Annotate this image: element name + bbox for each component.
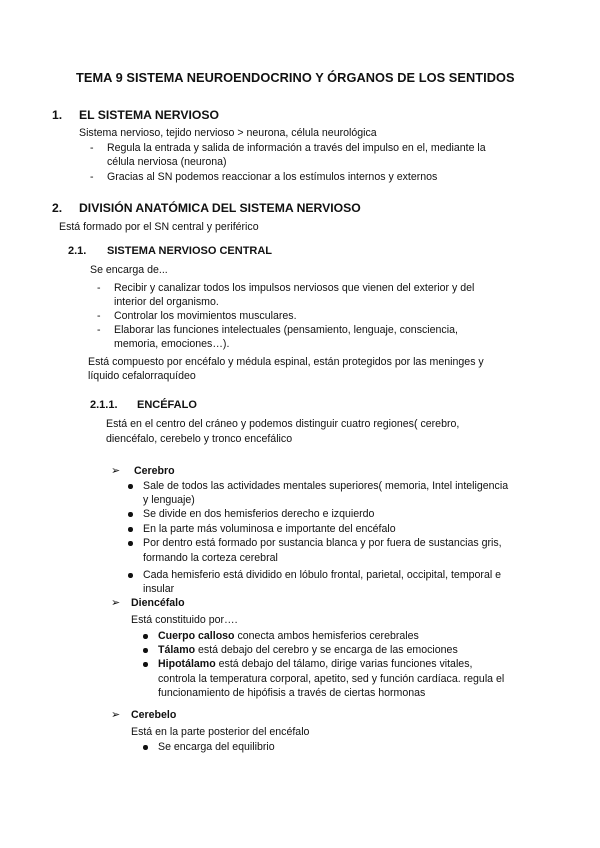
bullet-dot-icon <box>143 634 148 639</box>
bullet-dot-icon <box>143 662 148 667</box>
cerebelo-heading: Cerebelo <box>131 709 177 721</box>
snc-bullet-2: Controlar los movimientos musculares. <box>114 310 297 322</box>
snc-composition-line-2: líquido cefalorraquídeo <box>88 370 196 382</box>
dash-bullet: - <box>97 282 101 294</box>
arrow-bullet-icon: ➢ <box>111 465 121 477</box>
snc-intro: Se encarga de... <box>90 264 168 276</box>
section-1-heading: EL SISTEMA NERVIOSO <box>79 108 219 122</box>
diencefalo-item-3-term: Hipotálamo <box>158 658 216 670</box>
dash-bullet: - <box>97 310 101 322</box>
subsection-2-1-1-heading: ENCÉFALO <box>137 399 197 411</box>
cerebro-bullet-2: Se divide en dos hemisferios derecho e izquierdo <box>143 508 375 520</box>
bullet-dot-icon <box>128 512 133 517</box>
subsection-2-1-heading: SISTEMA NERVIOSO CENTRAL <box>107 245 273 257</box>
cerebro-bullet-1-line-1: Sale de todos las actividades mentales superiores( memoria, Intel inteligencia <box>143 480 509 492</box>
diencefalo-item-3-line-3: funcionamiento de hipófisis a través de ciertas hormonas <box>158 687 426 699</box>
dash-bullet: - <box>90 171 94 183</box>
arrow-bullet-icon: ➢ <box>111 709 121 721</box>
section-1-bullet-2: Gracias al SN podemos reaccionar a los estímulos internos y externos <box>107 171 438 183</box>
cerebro-bullet-4-line-1: Por dentro está formado por sustancia blanca y por fuera de sustancias gris, <box>143 537 502 549</box>
cerebro-bullet-1-line-2: y lenguaje) <box>143 494 195 506</box>
bullet-dot-icon <box>128 573 133 578</box>
cerebelo-intro: Está en la parte posterior del encéfalo <box>131 726 310 738</box>
snc-bullet-3-line-1: Elaborar las funciones intelectuales (pensamiento, lenguaje, consciencia, <box>114 324 458 336</box>
dash-bullet: - <box>90 142 94 154</box>
section-2-intro: Está formado por el SN central y periférico <box>59 221 259 233</box>
diencefalo-item-1-term: Cuerpo calloso <box>158 630 235 642</box>
snc-bullet-3-line-2: memoria, emociones…). <box>114 338 230 350</box>
encefalo-intro-line-1: Está en el centro del cráneo y podemos distinguir cuatro regiones( cerebro, <box>106 418 460 430</box>
snc-composition-line-1: Está compuesto por encéfalo y médula espinal, están protegidos por las meninges y <box>88 356 484 368</box>
cerebro-bullet-4-line-2: formando la corteza cerebral <box>143 552 278 564</box>
encefalo-intro-line-2: diencéfalo, cerebelo y tronco encefálico <box>106 433 293 445</box>
diencefalo-item-2-term: Tálamo <box>158 644 196 656</box>
bullet-dot-icon <box>128 484 133 489</box>
diencefalo-item-3-text: está debajo del tálamo, dirige varias funciones vitales, <box>215 658 473 670</box>
dash-bullet: - <box>97 324 101 336</box>
diencefalo-intro: Está constituido por…. <box>131 614 238 626</box>
section-2-number: 2. <box>52 201 63 215</box>
section-2-heading: DIVISIÓN ANATÓMICA DEL SISTEMA NERVIOSO <box>79 201 361 215</box>
bullet-dot-icon <box>143 648 148 653</box>
diencefalo-item-3-line-1 <box>158 659 472 670</box>
diencefalo-item-3-line-2: controla la temperatura corporal, apetito, sed y función cardíaca. regula el <box>158 673 505 685</box>
snc-bullet-1-line-2: interior del organismo. <box>114 296 219 308</box>
page-title: TEMA 9 SISTEMA NEUROENDOCRINO Y ÓRGANOS DE LOS SENTIDOS <box>76 70 515 85</box>
section-1-intro: Sistema nervioso, tejido nervioso > neurona, célula neurológica <box>79 127 377 139</box>
diencefalo-item-1 <box>158 631 419 642</box>
bullet-dot-icon <box>128 527 133 532</box>
diencefalo-item-2 <box>158 645 458 656</box>
diencefalo-item-1-text: conecta ambos hemisferios cerebrales <box>234 630 419 642</box>
section-1-bullet-1-line-2: célula nerviosa (neurona) <box>107 156 227 168</box>
cerebelo-bullet-1: Se encarga del equilibrio <box>158 741 275 753</box>
section-1-bullet-1-line-1: Regula la entrada y salida de información a través del impulso en el, mediante la <box>107 142 486 154</box>
bullet-dot-icon <box>143 745 148 750</box>
subsection-2-1-1-number: 2.1.1. <box>90 399 118 411</box>
subsection-2-1-number: 2.1. <box>68 245 87 257</box>
cerebro-bullet-3: En la parte más voluminosa e importante del encéfalo <box>143 523 396 535</box>
cerebro-heading: Cerebro <box>134 465 175 477</box>
diencefalo-heading: Diencéfalo <box>131 597 185 609</box>
bullet-dot-icon <box>128 541 133 546</box>
cerebro-bullet-5-line-1: Cada hemisferio está dividido en lóbulo frontal, parietal, occipital, temporal e <box>143 569 502 581</box>
snc-bullet-1-line-1: Recibir y canalizar todos los impulsos nerviosos que vienen del exterior y del <box>114 282 475 294</box>
diencefalo-item-2-text: está debajo del cerebro y se encarga de las emociones <box>195 644 458 656</box>
cerebro-bullet-5-line-2: insular <box>143 583 175 595</box>
section-1-number: 1. <box>52 108 63 122</box>
arrow-bullet-icon: ➢ <box>111 597 121 609</box>
